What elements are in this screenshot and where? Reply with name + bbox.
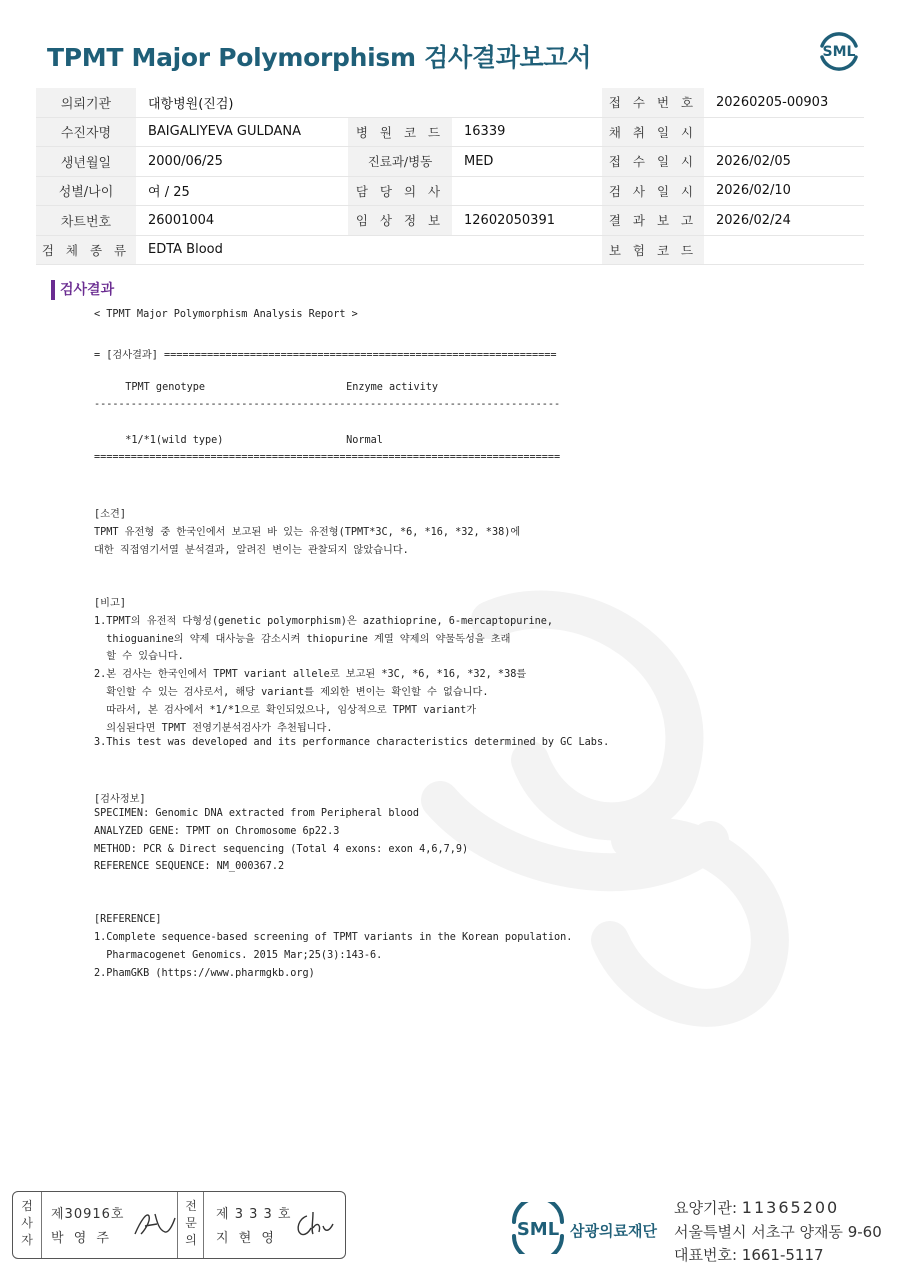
info-row [36,117,864,147]
report-line: ANALYZED GENE: TPMT on Chromosome 6p22.3 [94,826,340,837]
patient-info-table [36,88,864,265]
value-collection-date [704,117,864,147]
report-title: TPMT Major Polymorphism 검사결과보고서 [47,43,592,72]
report-line: METHOD: PCR & Direct sequencing (Total 4 exons: exon 4,6,7,9) [94,844,469,855]
label-department: 진료과/병동 [348,147,452,177]
label-receipt-date: 접 수 일 시 [602,147,704,177]
report-heading: < TPMT Major Polymorphism Analysis Report > [94,309,358,320]
report-line: 대한 직접염기서열 분석결과, 알려진 변이는 관찰되지 않았습니다. [94,545,409,556]
label-attending-doctor: 담 당 의 사 [348,176,452,206]
report-line: 할 수 있습니다. [94,651,184,662]
value-receipt-date: 2026/02/05 [716,153,791,169]
signer1-role-text: 검사자 [21,1199,33,1247]
report-line: [소견] [94,509,126,520]
signer1-signature [131,1210,177,1240]
value-birth-date: 2000/06/25 [148,153,223,169]
value-requesting-institution: 대항병원(진검) [148,96,234,112]
report-line: [REFERENCE] [94,914,162,925]
value-sex-age: 여 / 25 [148,185,190,201]
footer-logo-text: SML [516,1219,560,1240]
value-receipt-number: 20260205-00903 [716,94,829,110]
sml-logo [814,26,864,76]
label-specimen-type: 검 체 종 류 [36,235,136,265]
organization-name: 삼광의료재단 [570,1222,657,1240]
value-clinical-info: 12602050391 [464,212,555,228]
value-attending-doctor [452,176,602,206]
label-birth-date: 생년월일 [36,147,136,177]
signer2-role-text: 전문의 [185,1199,197,1247]
report-line: [비고] [94,598,126,609]
report-line: ---------------------------------------------------------------------------- [94,399,561,410]
value-hospital-code: 16339 [464,124,506,140]
label-receipt-number: 접 수 번 호 [602,88,704,117]
report-line: 1.Complete sequence-based screening of TPMT variants in the Korean population. [94,932,573,943]
label-clinical-info: 임 상 정 보 [348,206,452,236]
report-line: 2.PhamGKB (https://www.pharmgkb.org) [94,968,315,979]
info-row [36,206,864,236]
divider [177,1192,178,1258]
value-chart-number: 26001004 [148,212,215,228]
report-line: = [검사결과] ================================================================ [94,350,557,361]
section-title-results: 검사결과 [51,280,114,300]
label-collection-date: 채 취 일 시 [602,117,704,147]
report-line: Pharmacogenet Genomics. 2015 Mar;25(3):143-6. [94,950,383,961]
info-row [36,176,864,206]
label-hospital-code: 병 원 코 드 [348,117,452,147]
report-line: REFERENCE SEQUENCE: NM_000367.2 [94,861,285,872]
signer2-signature [293,1210,339,1240]
institution-code: 11365200 [741,1198,840,1217]
label-insurance-code: 보 험 코 드 [602,235,704,265]
info-row [36,235,864,265]
phone-label: 대표번호: [674,1246,738,1264]
report-line: *1/*1(wild type) Normal [113,435,383,446]
report-line: 따라서, 본 검사에서 *1/*1으로 확인되었으나, 임상적으로 TPMT variant가 [94,705,477,716]
report-line: [검사정보] [94,794,146,805]
signer1-role-label [17,1198,37,1249]
institution-code-label: 요양기관: [674,1199,738,1217]
label-chart-number: 차트번호 [36,206,136,236]
report-line: TPMT 유전형 중 한국인에서 보고된 바 있는 유전형(TPMT*3C, *6, *16, *32, *38)에 [94,527,521,538]
label-patient-name: 수진자명 [36,117,136,147]
signer1-license: 제30916호 [51,1207,125,1222]
label-sex-age: 성별/나이 [36,176,136,206]
report-line: 의심된다면 TPMT 전영기분석검사가 추천됩니다. [94,723,333,734]
signer1-name: 박 영 주 [51,1231,112,1246]
label-report-date: 결 과 보 고 [602,206,704,236]
value-department: MED [464,153,494,169]
sml-logo-text: SML [822,44,856,60]
label-requesting-institution: 의뢰기관 [36,88,136,117]
institution-code-line [674,1197,839,1218]
label-test-date: 검 사 일 시 [602,176,704,206]
value-test-date: 2026/02/10 [716,183,791,199]
value-patient-name: BAIGALIYEVA GULDANA [148,124,302,140]
signer2-role-label [181,1198,201,1249]
report-line: ============================================================================ [94,452,561,463]
value-insurance-code [704,235,864,265]
report-line: 1.TPMT의 유전적 다형성(genetic polymorphism)은 azathioprine, 6-mercaptopurine, [94,616,553,627]
divider [41,1192,42,1258]
address: 서울특별시 서초구 양재동 9-60 [674,1223,882,1241]
value-report-date: 2026/02/24 [716,212,791,228]
report-line: TPMT genotype Enzyme activity [113,382,439,393]
report-line: 확인할 수 있는 검사로서, 해당 variant를 제외한 변이는 확인할 수 없습니다. [94,687,489,698]
value-specimen-type: EDTA Blood [148,242,223,258]
report-line: 3.This test was developed and its performance characteristics determined by GC Labs. [94,737,610,748]
report-line: SPECIMEN: Genomic DNA extracted from Peripheral blood [94,808,420,819]
phone-line [674,1244,824,1265]
report-line: thioguanine의 약제 대사능을 감소시켜 thiopurine 계열 약제의 약물독성을 초래 [94,634,511,645]
divider [203,1192,204,1258]
info-row [36,88,864,117]
signature-box [12,1191,346,1259]
signer2-name: 지 현 영 [216,1231,277,1246]
phone-number: 1661-5117 [741,1246,824,1264]
signer2-license: 제 3 3 3 호 [216,1207,292,1222]
report-line: 2.본 검사는 한국인에서 TPMT variant allele로 보고된 *3C, *6, *16, *32, *38를 [94,669,527,680]
info-row [36,147,864,177]
